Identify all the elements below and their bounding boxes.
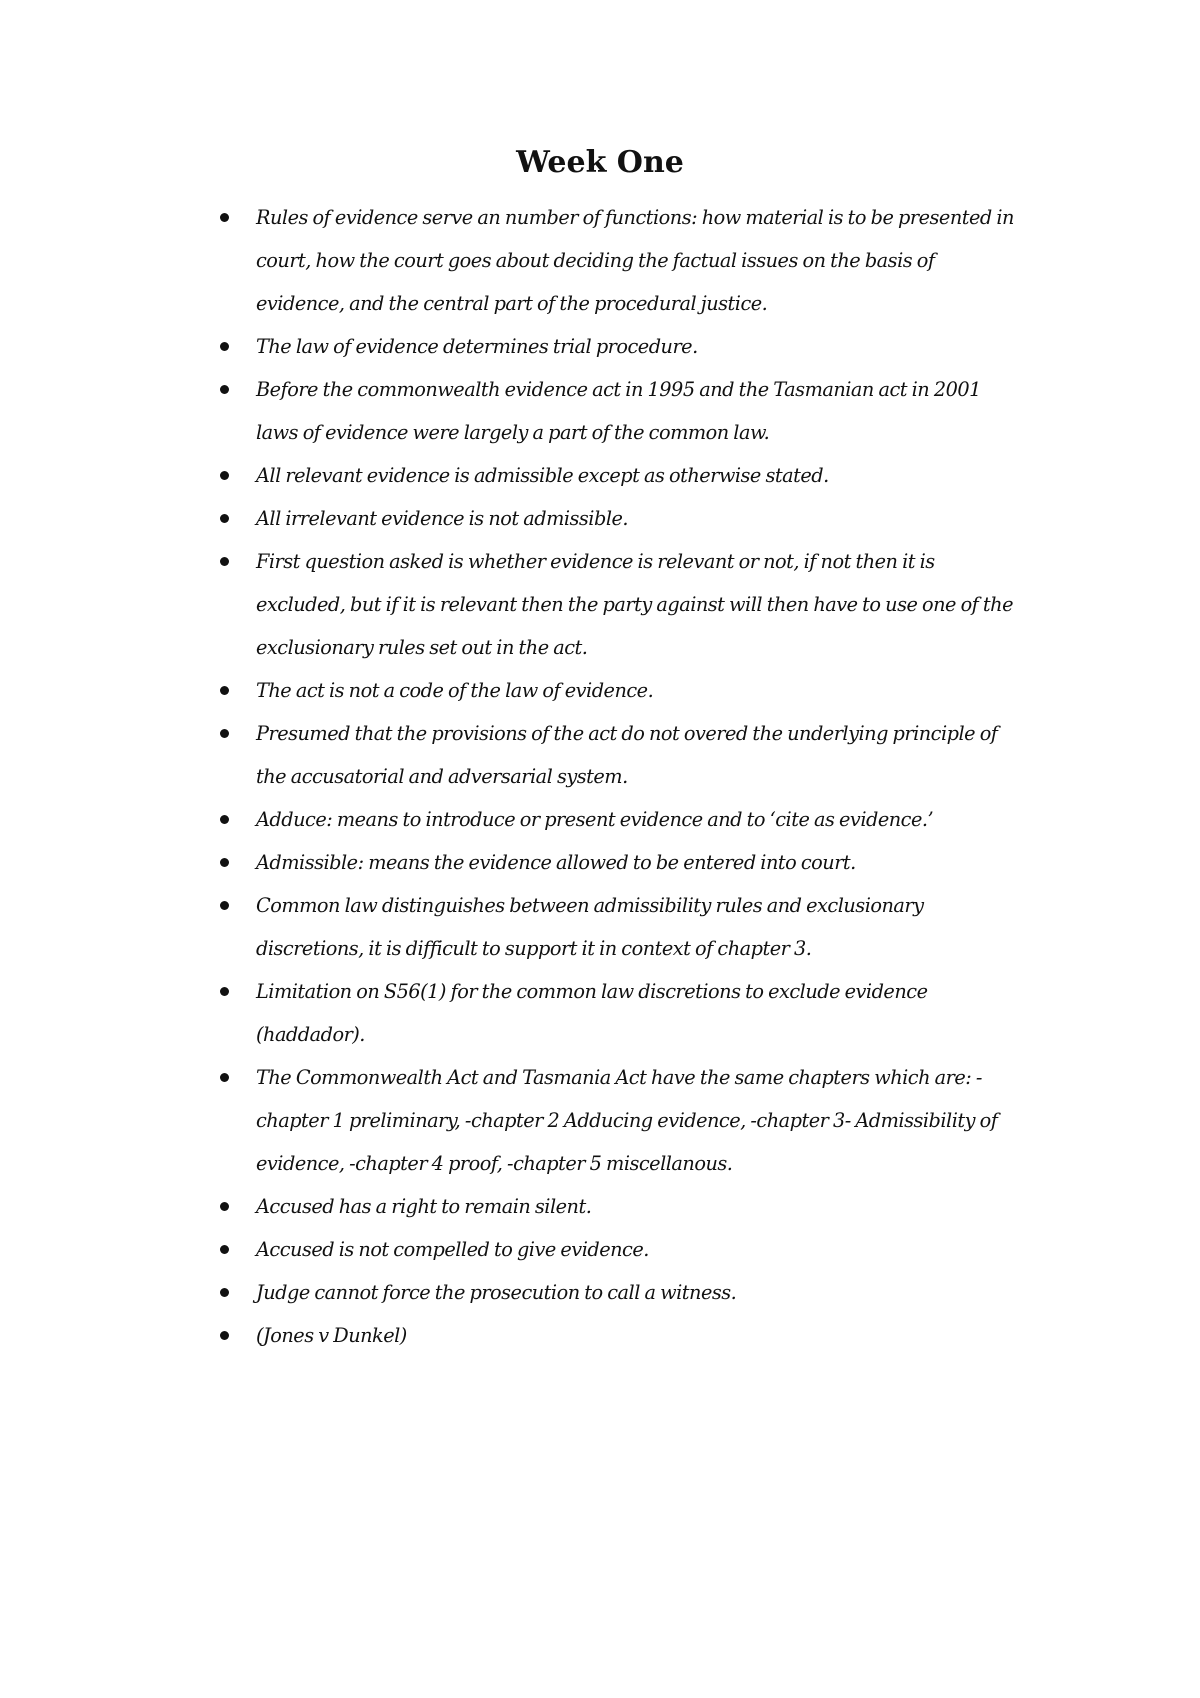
bullet-icon: [220, 514, 229, 523]
list-item-text: Common law distinguishes between admissibility rules and exclusionary discretions, it is difficult to support it in context of chapter 3.: [256, 894, 924, 960]
list-item-text: Presumed that the provisions of the act do not overed the underlying principle of the accusatorial and adversarial system.: [256, 722, 998, 788]
list-item-text: The act is not a code of the law of evidence.: [256, 679, 654, 702]
bullet-icon: [220, 1288, 229, 1297]
list-item: [220, 970, 1020, 1056]
bullet-icon: [220, 729, 229, 738]
list-item: [220, 454, 1020, 497]
list-item-text: Rules of evidence serve an number of functions: how material is to be presented in court, how the court goes about deciding the factual issues on the basis of evidence, and the central part of the procedural justice.: [256, 206, 1014, 315]
bullet-icon: [220, 342, 229, 351]
list-item-text: All relevant evidence is admissible except as otherwise stated.: [256, 464, 829, 487]
list-item-text: Judge cannot force the prosecution to call a witness.: [256, 1281, 737, 1304]
list-item-text: Adduce: means to introduce or present evidence and to ‘cite as evidence.’: [256, 808, 934, 831]
bullet-icon: [220, 901, 229, 910]
bullet-icon: [220, 1245, 229, 1254]
bullet-icon: [220, 987, 229, 996]
list-item-text: All irrelevant evidence is not admissible.: [256, 507, 629, 530]
bullet-icon: [220, 213, 229, 222]
bullet-icon: [220, 815, 229, 824]
bullet-icon: [220, 858, 229, 867]
list-item-text: (Jones v Dunkel): [256, 1324, 407, 1347]
bullet-icon: [220, 686, 229, 695]
list-item: [220, 1056, 1020, 1185]
list-item: [220, 884, 1020, 970]
list-item: [220, 1271, 1020, 1314]
list-item: [220, 669, 1020, 712]
bullet-icon: [220, 1073, 229, 1082]
list-item-text: Before the commonwealth evidence act in 1995 and the Tasmanian act in 2001 laws of evidence were largely a part of the common law.: [256, 378, 981, 444]
list-item: [220, 196, 1020, 325]
list-item: [220, 368, 1020, 454]
list-item-text: Limitation on S56(1) for the common law discretions to exclude evidence (haddador).: [256, 980, 928, 1046]
list-item-text: The Commonwealth Act and Tasmania Act have the same chapters which are: -chapter 1 preliminary, -chapter 2 Adducing evidence, -chapter 3- Admissibility of evidence, -chapter 4 proof, -chapter 5 miscellanous.: [256, 1066, 998, 1175]
list-item-text: The law of evidence determines trial procedure.: [256, 335, 698, 358]
list-item-text: Accused has a right to remain silent.: [256, 1195, 592, 1218]
list-item: [220, 540, 1020, 669]
list-item: [220, 497, 1020, 540]
list-item: [220, 1314, 1020, 1357]
list-item: [220, 1185, 1020, 1228]
list-item: [220, 712, 1020, 798]
list-item-text: Accused is not compelled to give evidence.: [256, 1238, 649, 1261]
bullet-icon: [220, 1331, 229, 1340]
bullet-icon: [220, 471, 229, 480]
list-item: [220, 798, 1020, 841]
bullet-icon: [220, 1202, 229, 1211]
bullet-list: [220, 196, 1020, 1357]
list-item-text: Admissible: means the evidence allowed to be entered into court.: [256, 851, 856, 874]
page-title: Week One: [516, 145, 684, 180]
list-item: [220, 841, 1020, 884]
list-item-text: First question asked is whether evidence is relevant or not, if not then it is excluded, but if it is relevant then the party against will then have to use one of the exclusionary rules set out in the act.: [256, 550, 1014, 659]
list-item: [220, 325, 1020, 368]
bullet-icon: [220, 557, 229, 566]
bullet-icon: [220, 385, 229, 394]
list-item: [220, 1228, 1020, 1271]
